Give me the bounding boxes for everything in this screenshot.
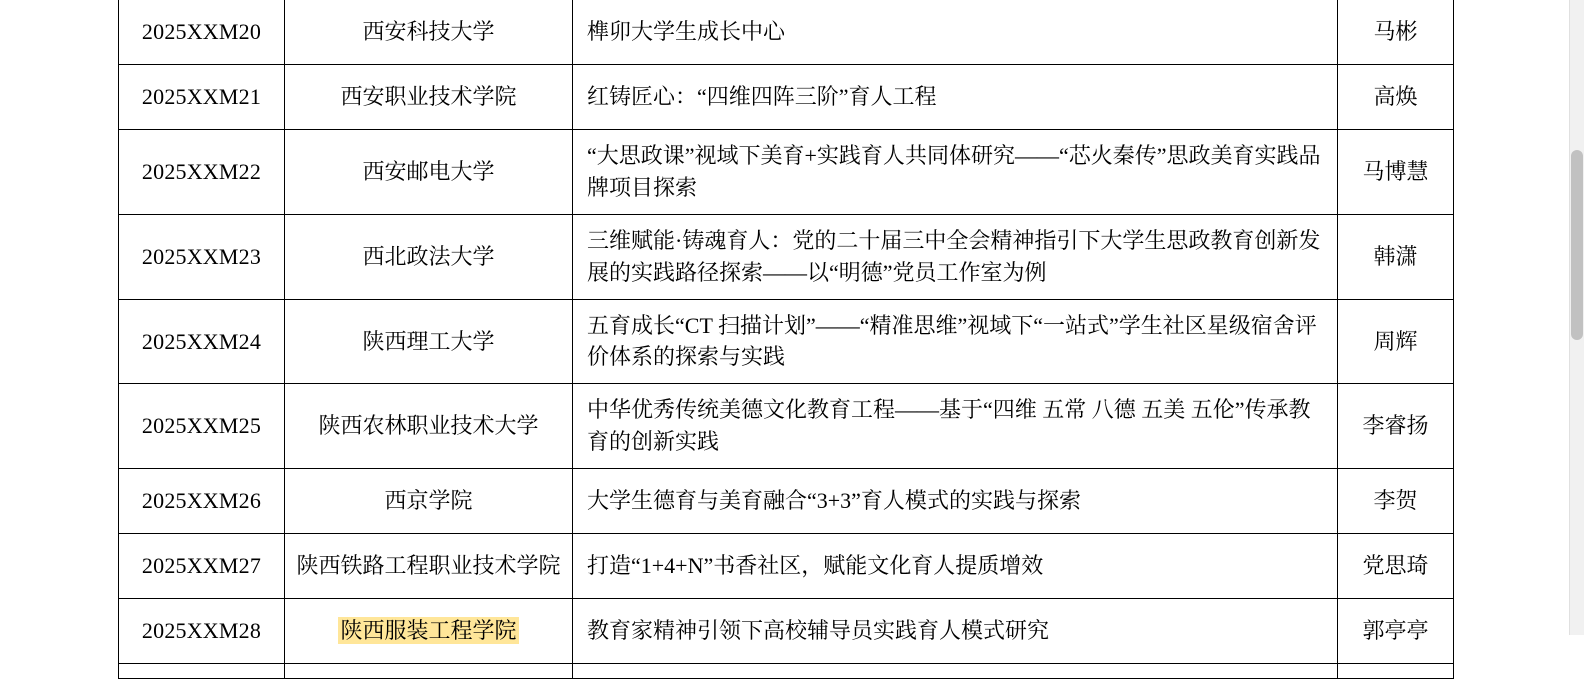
cell-university: 陕西铁路工程职业技术学院 [285,534,573,599]
cell-project-code: 2025XXM20 [119,0,285,65]
cell-project-title: 打造“1+4+N”书香社区，赋能文化育人提质增效 [573,534,1338,599]
cell-project-title: 榫卯大学生成长中心 [573,0,1338,65]
cell-leader: 马博慧 [1338,130,1454,215]
table-row [119,0,1454,65]
cell-university: 西安邮电大学 [285,130,573,215]
cell-project-code: 2025XXM22 [119,130,285,215]
cell-project-title: 中华优秀传统美德文化教育工程——基于“四维 五常 八德 五美 五伦”传承教育的创新实践 [573,384,1338,469]
cell-project-code: 2025XXM24 [119,299,285,384]
vertical-scrollbar[interactable] [1569,0,1584,635]
cell-project-title: “大思政课”视域下美育+实践育人共同体研究——“芯火秦传”思政美育实践品牌项目探索 [573,130,1338,215]
cell-project-code: 2025XXM21 [119,65,285,130]
table-row [119,534,1454,599]
cell-leader: 李睿扬 [1338,384,1454,469]
cell-project-code: 2025XXM26 [119,469,285,534]
cell-title-partial [573,664,1338,679]
cell-leader: 高焕 [1338,65,1454,130]
scrollbar-thumb[interactable] [1571,150,1583,340]
cell-project-title: 五育成长“CT 扫描计划”——“精准思维”视域下“一站式”学生社区星级宿舍评价体系的探索与实践 [573,299,1338,384]
cell-project-title: 三维赋能·铸魂育人：党的二十届三中全会精神指引下大学生思政教育创新发展的实践路径探索——以“明德”党员工作室为例 [573,214,1338,299]
cell-university [285,599,573,664]
cell-leader: 党思琦 [1338,534,1454,599]
table-row-highlighted [119,599,1454,664]
cell-project-code: 2025XXM25 [119,384,285,469]
table-row [119,214,1454,299]
cell-university-partial [285,664,573,679]
project-list-table [118,0,1454,679]
cell-university: 陕西理工大学 [285,299,573,384]
table-row-partial-bottom [119,664,1454,679]
highlighted-university-text: 陕西服装工程学院 [340,618,517,644]
cell-project-code: 2025XXM23 [119,214,285,299]
table-row [119,469,1454,534]
table-row [119,130,1454,215]
table-row [119,65,1454,130]
cell-project-title: 大学生德育与美育融合“3+3”育人模式的实践与探索 [573,469,1338,534]
cell-leader: 郭亭亭 [1338,599,1454,664]
cell-university: 西安职业技术学院 [285,65,573,130]
cell-leader-partial [1338,664,1454,679]
cell-university: 陕西农林职业技术大学 [285,384,573,469]
cell-university: 西京学院 [285,469,573,534]
cell-leader: 周辉 [1338,299,1454,384]
cell-project-code: 2025XXM27 [119,534,285,599]
table-row [119,384,1454,469]
cell-university: 西安科技大学 [285,0,573,65]
table-row [119,299,1454,384]
table-body [119,0,1454,679]
cell-university: 西北政法大学 [285,214,573,299]
cell-project-code: 2025XXM28 [119,599,285,664]
cell-leader: 韩潇 [1338,214,1454,299]
cell-code-partial [119,664,285,679]
cell-leader: 李贺 [1338,469,1454,534]
cell-leader: 马彬 [1338,0,1454,65]
cell-project-title: 红铸匠心：“四维四阵三阶”育人工程 [573,65,1338,130]
cell-project-title: 教育家精神引领下高校辅导员实践育人模式研究 [573,599,1338,664]
